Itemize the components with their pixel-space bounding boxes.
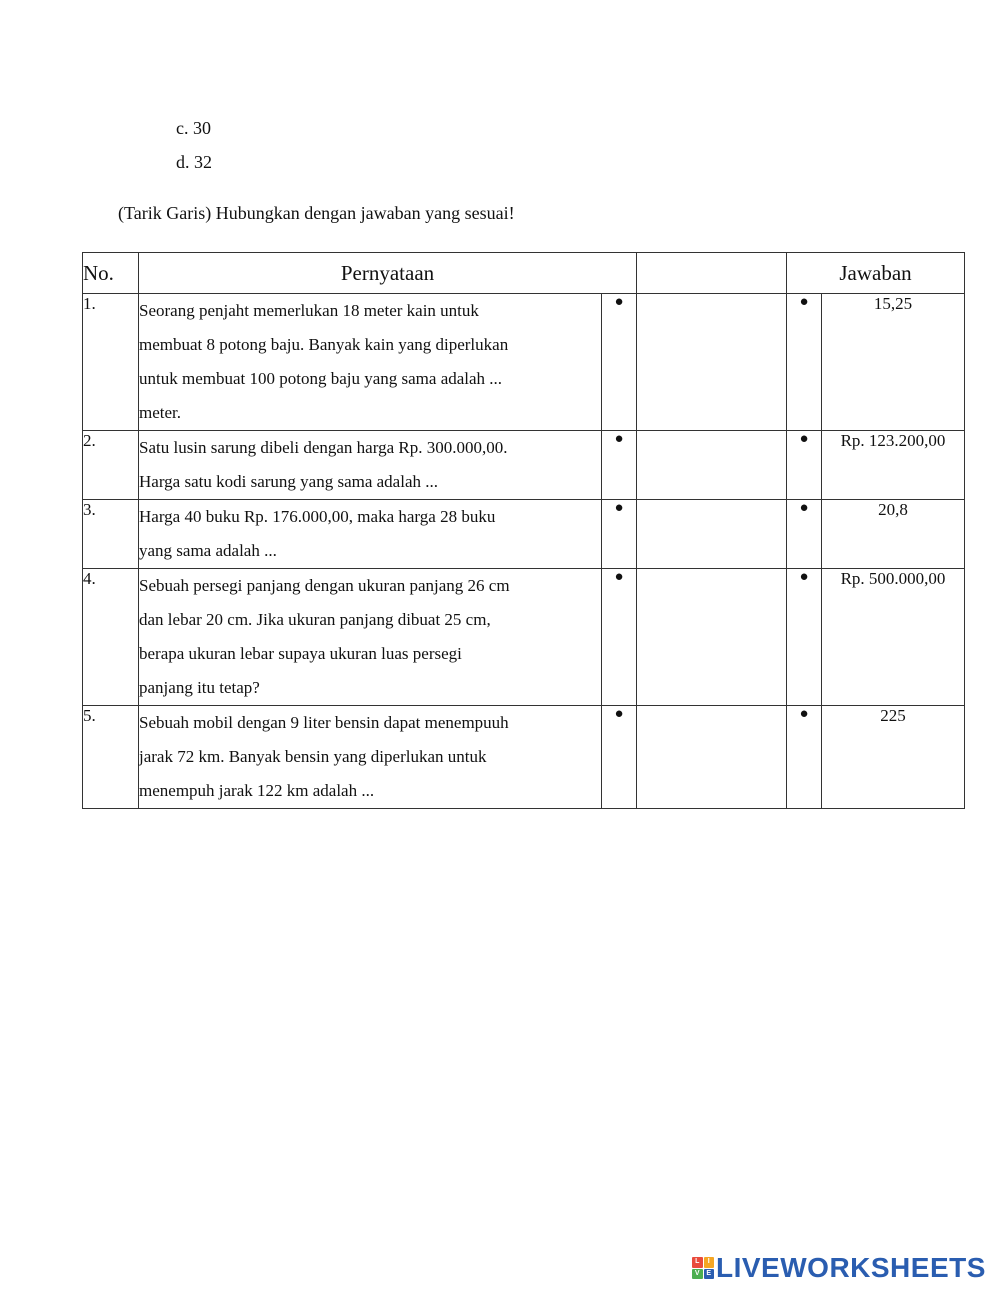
statement-line: jarak 72 km. Banyak bensin yang diperlukan untuk [139,747,487,766]
row-number: 4. [83,569,139,706]
statement-connector-dot[interactable]: ● [602,500,637,569]
option-d: d. 32 [176,152,212,172]
table-row [83,500,965,569]
statement-line: Harga satu kodi sarung yang sama adalah ... [139,472,438,491]
statement-line: menempuh jarak 122 km adalah ... [139,781,375,800]
statement-cell [139,706,602,809]
line-drawing-area[interactable] [637,500,787,569]
statement-cell [139,500,602,569]
row-number: 5. [83,706,139,809]
line-drawing-area[interactable] [637,431,787,500]
answer-cell: 15,25 [822,294,965,431]
line-drawing-area[interactable] [637,569,787,706]
header-no: No. [83,253,139,294]
header-answer: Jawaban [787,253,965,294]
answer-connector-dot[interactable]: ● [787,500,822,569]
statement-line: untuk membuat 100 potong baju yang sama adalah ... [139,369,503,388]
header-blank [637,253,787,294]
answer-connector-dot[interactable]: ● [787,294,822,431]
answer-connector-dot[interactable]: ● [787,706,822,809]
statement-line: Sebuah mobil dengan 9 liter bensin dapat menempuuh [139,713,509,732]
statement-line: Seorang penjaht memerlukan 18 meter kain untuk [139,301,479,320]
statement-line: berapa ukuran lebar supaya ukuran luas persegi [139,644,462,663]
row-number: 1. [83,294,139,431]
statement-connector-dot[interactable]: ● [602,569,637,706]
statement-line: dan lebar 20 cm. Jika ukuran panjang dibuat 25 cm, [139,610,491,629]
table-row [83,706,965,809]
logo-mark-square: V [692,1269,703,1280]
logo-mark-square: L [692,1257,703,1268]
statement-connector-dot[interactable]: ● [602,431,637,500]
matching-table [82,252,965,809]
table-row [83,569,965,706]
table-row [83,431,965,500]
liveworksheets-logo [692,1252,986,1284]
instruction-text: (Tarik Garis) Hubungkan dengan jawaban yang sesuai! [118,203,515,223]
answer-cell: 20,8 [822,500,965,569]
statement-line: membuat 8 potong baju. Banyak kain yang diperlukan [139,335,509,354]
header-statement: Pernyataan [139,253,637,294]
logo-mark-square: I [704,1257,715,1268]
statement-line: Harga 40 buku Rp. 176.000,00, maka harga 28 buku [139,507,496,526]
option-c: c. 30 [176,118,211,138]
logo-mark-square: E [704,1269,715,1280]
answer-cell: Rp. 123.200,00 [822,431,965,500]
line-drawing-area[interactable] [637,706,787,809]
logo-text: LIVEWORKSHEETS [716,1252,986,1283]
header-row [83,253,965,294]
statement-connector-dot[interactable]: ● [602,294,637,431]
answer-cell: Rp. 500.000,00 [822,569,965,706]
line-drawing-area[interactable] [637,294,787,431]
statement-line: panjang itu tetap? [139,678,260,697]
statement-cell [139,431,602,500]
statement-line: Satu lusin sarung dibeli dengan harga Rp. 300.000,00. [139,438,508,457]
answer-connector-dot[interactable]: ● [787,569,822,706]
statement-line: meter. [139,403,182,422]
row-number: 3. [83,500,139,569]
table-row [83,294,965,431]
statement-cell [139,569,602,706]
answer-connector-dot[interactable]: ● [787,431,822,500]
answer-cell: 225 [822,706,965,809]
statement-connector-dot[interactable]: ● [602,706,637,809]
logo-mark-icon [692,1257,714,1279]
statement-cell [139,294,602,431]
statement-line: Sebuah persegi panjang dengan ukuran panjang 26 cm [139,576,510,595]
statement-line: yang sama adalah ... [139,541,277,560]
row-number: 2. [83,431,139,500]
